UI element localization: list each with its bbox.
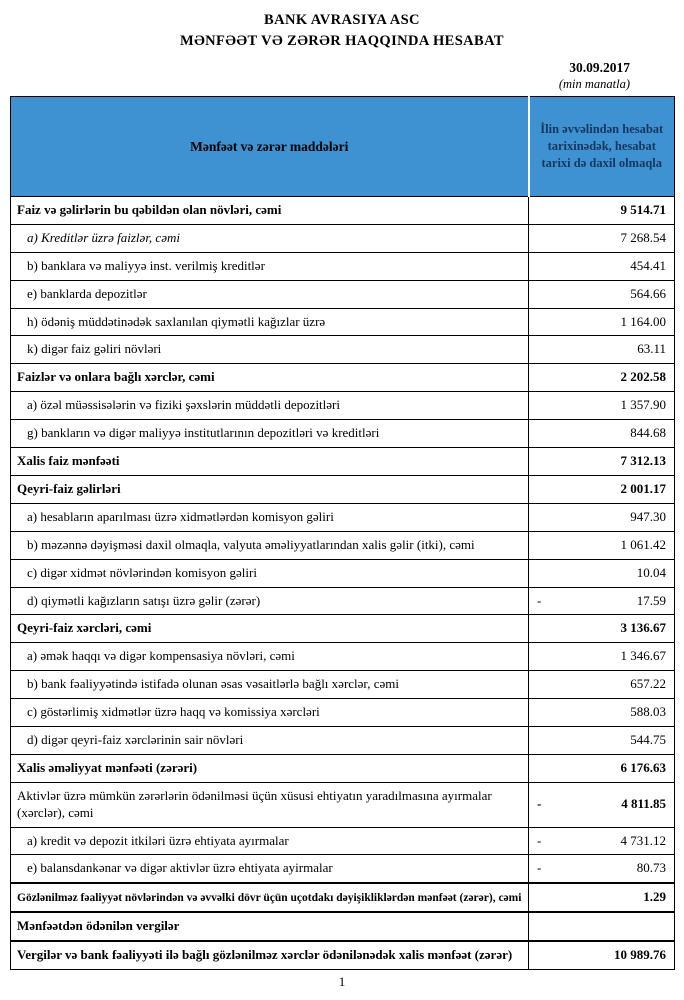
row-sign: -	[537, 592, 542, 608]
table-row	[11, 448, 675, 476]
row-value-cell	[529, 643, 675, 671]
row-label: a) Kreditlər üzrə faizlər, cəmi	[11, 224, 529, 252]
table-row	[11, 883, 675, 912]
table-row	[11, 308, 675, 336]
profit-loss-table	[10, 96, 675, 970]
row-value-cell	[529, 587, 675, 615]
row-label: Vergilər və bank fəaliyyəti ilə bağlı gözlənilməz xərclər ödənilənədək xalis mənfəət (zərər)	[11, 941, 529, 969]
table-body	[11, 197, 675, 970]
row-value-cell	[529, 941, 675, 969]
row-label: e) balansdankənar və digər aktivlər üzrə ehtiyata ayirmalar	[11, 855, 529, 883]
row-value: 2 202.58	[620, 369, 666, 385]
table-header	[11, 97, 675, 197]
row-label: Qeyri-faiz xərcləri, cəmi	[11, 615, 529, 643]
row-value: 80.73	[636, 860, 666, 876]
row-label: Faiz və gəlirlərin bu qəbildən olan növləri, cəmi	[11, 197, 529, 225]
row-value: 1 357.90	[620, 397, 666, 413]
row-value-cell	[529, 420, 675, 448]
row-value: 10 989.76	[614, 947, 666, 963]
table-row	[11, 503, 675, 531]
row-label: Faizlər və onlara bağlı xərclər, cəmi	[11, 364, 529, 392]
table-row	[11, 782, 675, 827]
row-value: 9 514.71	[620, 202, 666, 218]
row-label: Xalis əməliyyat mənfəəti (zərəri)	[11, 754, 529, 782]
row-value-cell	[529, 308, 675, 336]
table-row	[11, 364, 675, 392]
row-value-cell	[529, 883, 675, 912]
row-value-cell	[529, 364, 675, 392]
row-value: 588.03	[630, 704, 666, 720]
row-value-cell	[529, 224, 675, 252]
table-row	[11, 420, 675, 448]
row-label: Gözlənilməz fəaliyyət növlərindən və əvvəlki dövr üçün uçotdakı dəyişikliklərdən mənfəət (zərər), cəmi	[11, 883, 529, 912]
table-row	[11, 559, 675, 587]
row-value: 564.66	[630, 285, 666, 301]
row-label: e) banklarda depozitlər	[11, 280, 529, 308]
row-value: 2 001.17	[620, 480, 666, 496]
table-row	[11, 252, 675, 280]
row-value: 63.11	[637, 341, 666, 357]
row-label: a) hesabların aparılması üzrə xidmətlərdən komisyon gəliri	[11, 503, 529, 531]
table-row	[11, 855, 675, 883]
table-row	[11, 941, 675, 969]
row-value-cell	[529, 699, 675, 727]
table-row	[11, 531, 675, 559]
row-value: 1.29	[643, 889, 666, 905]
date-block	[10, 60, 674, 92]
column-header-items: Mənfəət və zərər maddələri	[11, 97, 529, 197]
table-row	[11, 726, 675, 754]
row-value: 844.68	[630, 425, 666, 441]
row-value-cell	[529, 531, 675, 559]
table-row	[11, 587, 675, 615]
table-row	[11, 699, 675, 727]
table-row	[11, 671, 675, 699]
row-value: 544.75	[630, 731, 666, 747]
report-title: MƏNFƏƏT VƏ ZƏRƏR HAQQINDA HESABAT	[179, 33, 504, 50]
row-value: 1 346.67	[620, 648, 666, 664]
row-value: 454.41	[630, 257, 666, 273]
row-value-cell	[529, 559, 675, 587]
row-value-cell	[529, 912, 675, 941]
row-value: 17.59	[636, 592, 666, 608]
row-value: 657.22	[630, 676, 666, 692]
row-label: b) banklara və maliyyə inst. verilmiş kreditlər	[11, 252, 529, 280]
table-row	[11, 754, 675, 782]
row-value-cell	[529, 827, 675, 855]
row-value: 1 061.42	[620, 536, 666, 552]
row-label: h) ödəniş müddətinədək saxlanılan qiymətli kağızlar üzrə	[11, 308, 529, 336]
table-row	[11, 643, 675, 671]
row-label: a) özəl müəssisələrin və fiziki şəxslərin müddətli depozitləri	[11, 392, 529, 420]
row-value: 6 176.63	[620, 759, 666, 775]
row-value-cell	[529, 392, 675, 420]
row-value-cell	[529, 197, 675, 225]
table-row	[11, 224, 675, 252]
row-sign: -	[537, 796, 542, 812]
row-label: Mənfəətdən ödənilən vergilər	[11, 912, 529, 941]
row-value-cell	[529, 615, 675, 643]
report-header	[10, 10, 674, 52]
row-label: a) kredit və depozit itkiləri üzrə ehtiyata ayırmalar	[11, 827, 529, 855]
row-value-cell	[529, 671, 675, 699]
table-row	[11, 197, 675, 225]
table-row	[11, 280, 675, 308]
row-label: Xalis faiz mənfəəti	[11, 448, 529, 476]
row-value-cell	[529, 336, 675, 364]
table-row	[11, 392, 675, 420]
row-label: g) bankların və digər maliyyə institutlarının depozitləri və kreditləri	[11, 420, 529, 448]
row-value: 7 268.54	[620, 229, 666, 245]
row-value-cell	[529, 448, 675, 476]
row-value-cell	[529, 280, 675, 308]
report-unit: (min manatla)	[558, 77, 630, 92]
row-value: 10.04	[636, 564, 666, 580]
table-row	[11, 336, 675, 364]
row-label: b) məzənnə dəyişməsi daxil olmaqla, valyuta əməliyyatlarından xalis gəlir (itki), cəmi	[11, 531, 529, 559]
row-label: c) digər xidmət növlərindən komisyon gəliri	[11, 559, 529, 587]
row-value-cell	[529, 754, 675, 782]
row-value: 3 136.67	[620, 620, 666, 636]
row-value-cell	[529, 503, 675, 531]
table-row	[11, 827, 675, 855]
row-label: b) bank fəaliyyətində istifadə olunan əsas vəsaitlərlə bağlı xərclər, cəmi	[11, 671, 529, 699]
row-value: 1 164.00	[620, 313, 666, 329]
row-value: 4 811.85	[621, 796, 666, 812]
row-sign: -	[537, 860, 542, 876]
bank-name: BANK AVRASIYA ASC	[264, 12, 420, 28]
row-value-cell	[529, 855, 675, 883]
table-row	[11, 912, 675, 941]
row-label: c) göstərlimiş xidmətlər üzrə haqq və komissiya xərcləri	[11, 699, 529, 727]
row-label: Aktivlər üzrə mümkün zərərlərin ödənilməsi üçün xüsusi ehtiyatın yaradılmasına ayırmalar (xərclər), cəmi	[11, 782, 529, 827]
page-number: 1	[338, 974, 346, 989]
column-header-period: İlin əvvəlindən hesabat tarixinədək, hesabat tarixi də daxil olmaqla	[529, 97, 675, 197]
row-value-cell	[529, 475, 675, 503]
row-value: 4 731.12	[620, 832, 666, 848]
row-value-cell	[529, 726, 675, 754]
row-label: a) əmək haqqı və digər kompensasiya növləri, cəmi	[11, 643, 529, 671]
row-label: Qeyri-faiz gəlirləri	[11, 475, 529, 503]
table-row	[11, 475, 675, 503]
row-value-cell	[529, 252, 675, 280]
report-date: 30.09.2017	[569, 60, 630, 76]
table-row	[11, 615, 675, 643]
row-sign: -	[537, 832, 542, 848]
row-value-cell	[529, 782, 675, 827]
row-value: 947.30	[630, 508, 666, 524]
row-label: d) digər qeyri-faiz xərclərinin sair növləri	[11, 726, 529, 754]
row-label: k) digər faiz gəliri növləri	[11, 336, 529, 364]
row-label: d) qiymətli kağızların satışı üzrə gəlir (zərər)	[11, 587, 529, 615]
row-value: 7 312.13	[620, 453, 666, 469]
